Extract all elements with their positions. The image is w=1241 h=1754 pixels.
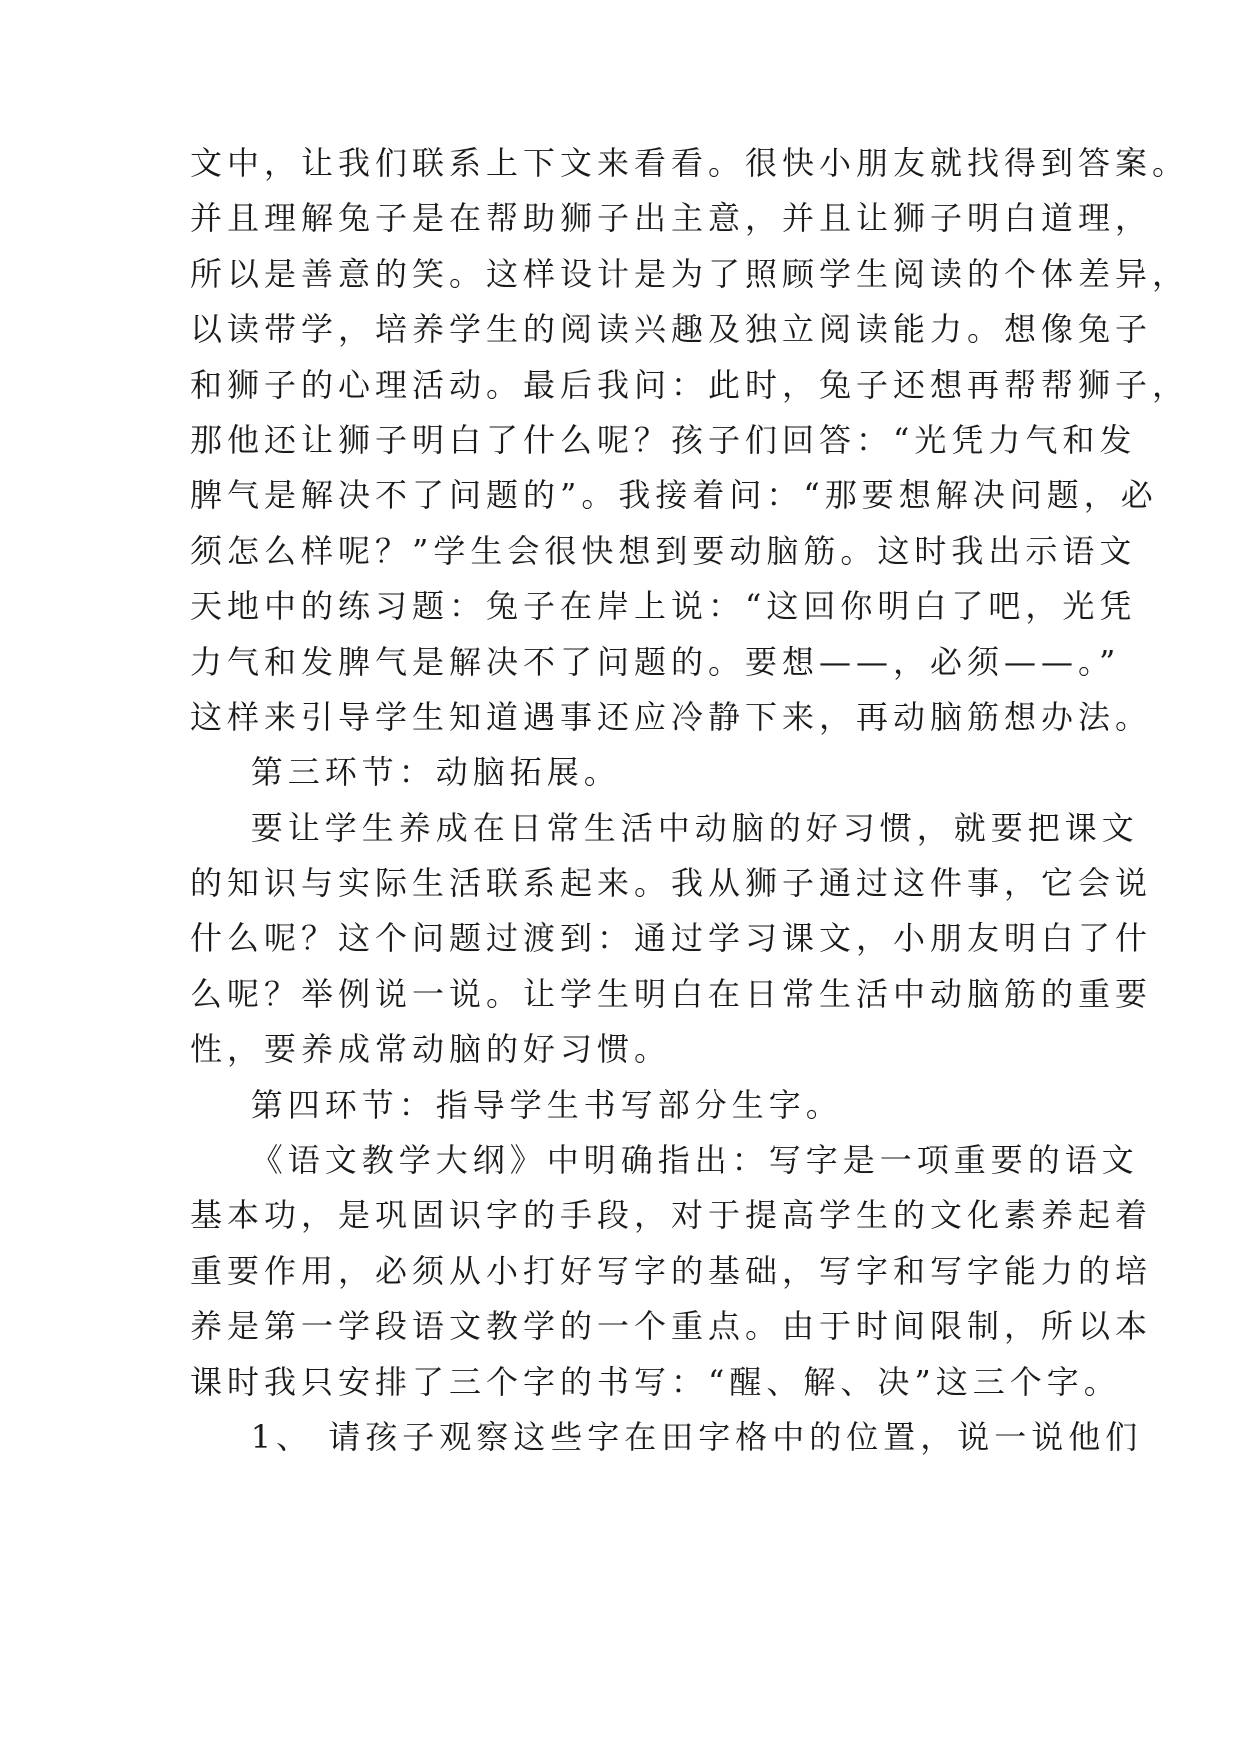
text-line: 天地中的练习题：兔子在岸上说：“这回你明白了吧，光凭 (190, 587, 1137, 626)
section-heading-3: 第三环节：动脑拓展。 (190, 753, 621, 792)
text-line: 那他还让狮子明白了什么呢？孩子们回答：“光凭力气和发 (190, 420, 1137, 459)
text-line: 脾气是解决不了问题的”。我接着问：“那要想解决问题，必 (190, 476, 1158, 515)
text-line: 什么呢？这个问题过渡到：通过学习课文，小朋友明白了什 (190, 919, 1153, 958)
text-line: 以读带学，培养学生的阅读兴趣及独立阅读能力。想像兔子 (190, 310, 1153, 349)
text-line: 么呢？举例说一说。让学生明白在日常生活中动脑筋的重要 (190, 974, 1153, 1013)
text-line: 要让学生养成在日常生活中动脑的好习惯，就要把课文 (190, 808, 1139, 847)
text-line: 所以是善意的笑。这样设计是为了照顾学生阅读的个体差异， (190, 254, 1190, 293)
text-line: 并且理解兔子是在帮助狮子出主意，并且让狮子明白道理， (190, 199, 1153, 238)
section-heading-4: 第四环节：指导学生书写部分生字。 (190, 1085, 843, 1124)
text-line: 的知识与实际生活联系起来。我从狮子通过这件事，它会说 (190, 864, 1153, 903)
text-line: 力气和发脾气是解决不了问题的。要想——，必须——。” (190, 642, 1121, 681)
text-line: 重要作用，必须从小打好写字的基础，写字和写字能力的培 (190, 1251, 1153, 1290)
text-line: 和狮子的心理活动。最后我问：此时，兔子还想再帮帮狮子， (190, 365, 1190, 404)
text-line: 文中，让我们联系上下文来看看。很快小朋友就找得到答案。 (190, 144, 1190, 182)
text-line: 这样来引导学生知道遇事还应冷静下来，再动脑筋想办法。 (190, 697, 1153, 736)
text-line: 课时我只安排了三个字的书写：“醒、解、决”这三个字。 (190, 1362, 1121, 1401)
text-line: 性，要养成常动脑的好习惯。 (190, 1030, 672, 1069)
text-line: 基本功，是巩固识字的手段，对于提高学生的文化素养起着 (190, 1196, 1153, 1235)
text-line: 《语文教学大纲》中明确指出：写字是一项重要的语文 (190, 1141, 1139, 1180)
list-item: 1、 请孩子观察这些字在田字格中的位置，说一说他们 (190, 1417, 1143, 1456)
text-line: 养是第一学段语文教学的一个重点。由于时间限制，所以本 (190, 1307, 1153, 1346)
body-text (190, 136, 1190, 1465)
text-line: 须怎么样呢？”学生会很快想到要动脑筋。这时我出示语文 (190, 531, 1137, 570)
